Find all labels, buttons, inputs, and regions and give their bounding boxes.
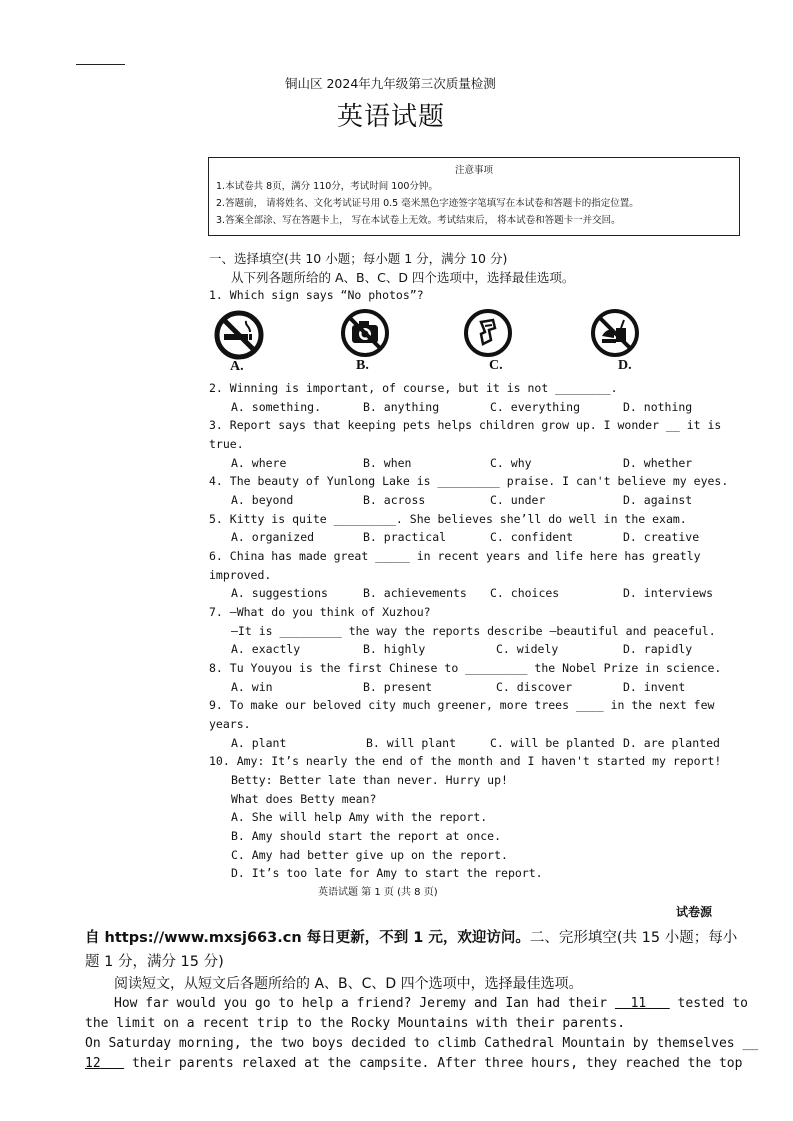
question-10: 10. Amy: It’s nearly the end of the month and I haven't started my report! bbox=[209, 754, 722, 768]
option: C. will be planted bbox=[490, 736, 615, 750]
section2-heading: 二、完形填空(共 15 小题；每小 bbox=[529, 930, 738, 946]
section1-heading: 一、选择填空(共 10 小题；每小题 1 分，满分 10 分) bbox=[209, 251, 508, 266]
option: B. anything bbox=[363, 400, 440, 414]
option: D. rapidly bbox=[623, 642, 693, 656]
question-2: 2. Winning is important, of course, but it is not ________. bbox=[209, 381, 618, 395]
no-smoking-icon bbox=[214, 310, 264, 360]
passage-text: tested to bbox=[677, 996, 748, 1011]
notice-title: 注意事项 bbox=[454, 165, 493, 176]
question-4: 4. The beauty of Yunlong Lake is _________ praise. I can't believe my eyes. bbox=[209, 474, 729, 488]
question-3-cont: true. bbox=[209, 437, 244, 451]
banner-link-text[interactable]: 自 https://www.mxsj663.cn 每日更新，不到 1 元，欢迎访问。 bbox=[85, 930, 530, 946]
watermark-banner bbox=[85, 926, 737, 947]
option: B. achievements bbox=[363, 586, 467, 600]
sign-label-c: C. bbox=[489, 358, 503, 373]
option: D. nothing bbox=[623, 400, 693, 414]
blank-number: 11 bbox=[630, 996, 647, 1011]
no-camera-icon bbox=[340, 308, 390, 358]
section2-instruction: 阅读短文，从短文后各题所给的 A、B、C、D 四个选项中，选择最佳选项。 bbox=[114, 976, 583, 992]
option: D. invent bbox=[623, 680, 686, 694]
sign-label-d: D. bbox=[618, 358, 632, 373]
option: B. practical bbox=[363, 530, 447, 544]
passage-line bbox=[114, 996, 748, 1011]
passage-line: On Saturday morning, the two boys decided to climb Cathedral Mountain by themselves __ bbox=[85, 1036, 759, 1051]
hand-sign-icon bbox=[463, 308, 513, 358]
question-7-cont: —It is _________ the way the reports describe —beautiful and peaceful. bbox=[231, 624, 716, 638]
question-7: 7. —What do you think of Xuzhou? bbox=[209, 605, 431, 619]
option: A. where bbox=[231, 456, 287, 470]
top-rule bbox=[76, 64, 125, 65]
passage-text: their parents relaxed at the campsite. After three hours, they reached the top bbox=[131, 1056, 743, 1071]
source-label: 试卷源 bbox=[676, 905, 713, 919]
option: D. whether bbox=[623, 456, 693, 470]
option: A. something. bbox=[231, 400, 322, 414]
notice-box bbox=[208, 157, 740, 236]
page-footer: 英语试题 第 1 页 (共 8 页) bbox=[318, 887, 438, 898]
option: A. beyond bbox=[231, 493, 294, 507]
no-food-icon bbox=[590, 308, 640, 358]
question-10-line2: Betty: Better late than never. Hurry up! bbox=[231, 773, 508, 787]
option: C. under bbox=[490, 493, 546, 507]
option: D. interviews bbox=[623, 586, 714, 600]
option: C. choices bbox=[490, 586, 560, 600]
passage-text: How far would you go to help a friend? Jeremy and Ian had their bbox=[114, 996, 608, 1011]
option: D. creative bbox=[623, 530, 700, 544]
notice-line: 3.答案全部涂、写在答题卡上， 写在本试卷上无效。考试结束后， 将本试卷和答题卡一并交回。 bbox=[216, 215, 621, 226]
option: B. highly bbox=[363, 642, 426, 656]
exam-subtitle: 铜山区 2024年九年级第三次质量检测 bbox=[285, 76, 496, 91]
option: C. discover bbox=[496, 680, 573, 694]
section2-heading-cont: 题 1 分，满分 15 分) bbox=[85, 954, 224, 970]
option: D. against bbox=[623, 493, 693, 507]
question-6-cont: improved. bbox=[209, 568, 272, 582]
option: C. confident bbox=[490, 530, 574, 544]
option: C. everything bbox=[490, 400, 581, 414]
option: A. plant bbox=[231, 736, 287, 750]
question-9-cont: years. bbox=[209, 717, 251, 731]
passage-line: the limit on a recent trip to the Rocky Mountains with their parents. bbox=[85, 1016, 626, 1031]
passage-line bbox=[85, 1056, 742, 1071]
question-10-line3: What does Betty mean? bbox=[231, 792, 377, 806]
option: D. It’s too late for Amy to start the report. bbox=[231, 866, 543, 880]
section1-instruction: 从下列各题所给的 A、B、C、D 四个选项中，选择最佳选项。 bbox=[231, 270, 575, 285]
question-8: 8. Tu Youyou is the first Chinese to _________ the Nobel Prize in science. bbox=[209, 661, 722, 675]
option: A. suggestions bbox=[231, 586, 328, 600]
option: D. are planted bbox=[623, 736, 720, 750]
option: B. when bbox=[363, 456, 412, 470]
question-5: 5. Kitty is quite _________. She believes she’ll do well in the exam. bbox=[209, 512, 687, 526]
option: B. present bbox=[363, 680, 433, 694]
option: A. organized bbox=[231, 530, 315, 544]
question-1: 1. Which sign says “No photos”? bbox=[209, 288, 424, 302]
question-3: 3. Report says that keeping pets helps children grow up. I wonder __ it is bbox=[209, 418, 722, 432]
sign-label-a: A. bbox=[230, 359, 244, 374]
blank-11 bbox=[615, 996, 670, 1011]
blank-number: 12 bbox=[85, 1056, 101, 1071]
exam-title: 英语试题 bbox=[337, 102, 446, 132]
question-9: 9. To make our beloved city much greener, more trees ____ in the next few bbox=[209, 698, 715, 712]
option: A. win bbox=[231, 680, 273, 694]
option: C. widely bbox=[496, 642, 559, 656]
notice-line: 1.本试卷共 8页，满分 110分，考试时间 100分钟。 bbox=[216, 181, 438, 192]
option: B. across bbox=[363, 493, 426, 507]
notice-line: 2.答题前， 请将姓名、文化考试证号用 0.5 毫米黑色字迹签字笔填写在本试卷和答题卡的指定位置。 bbox=[216, 198, 639, 209]
option: C. Amy had better give up on the report. bbox=[231, 848, 508, 862]
option: B. Amy should start the report at once. bbox=[231, 829, 502, 843]
question-6: 6. China has made great _____ in recent years and life here has greatly bbox=[209, 549, 701, 563]
option: A. She will help Amy with the report. bbox=[231, 810, 488, 824]
option: A. exactly bbox=[231, 642, 301, 656]
sign-label-b: B. bbox=[356, 358, 369, 373]
option: B. will plant bbox=[366, 736, 457, 750]
option: C. why bbox=[490, 456, 532, 470]
blank-12 bbox=[85, 1056, 124, 1071]
